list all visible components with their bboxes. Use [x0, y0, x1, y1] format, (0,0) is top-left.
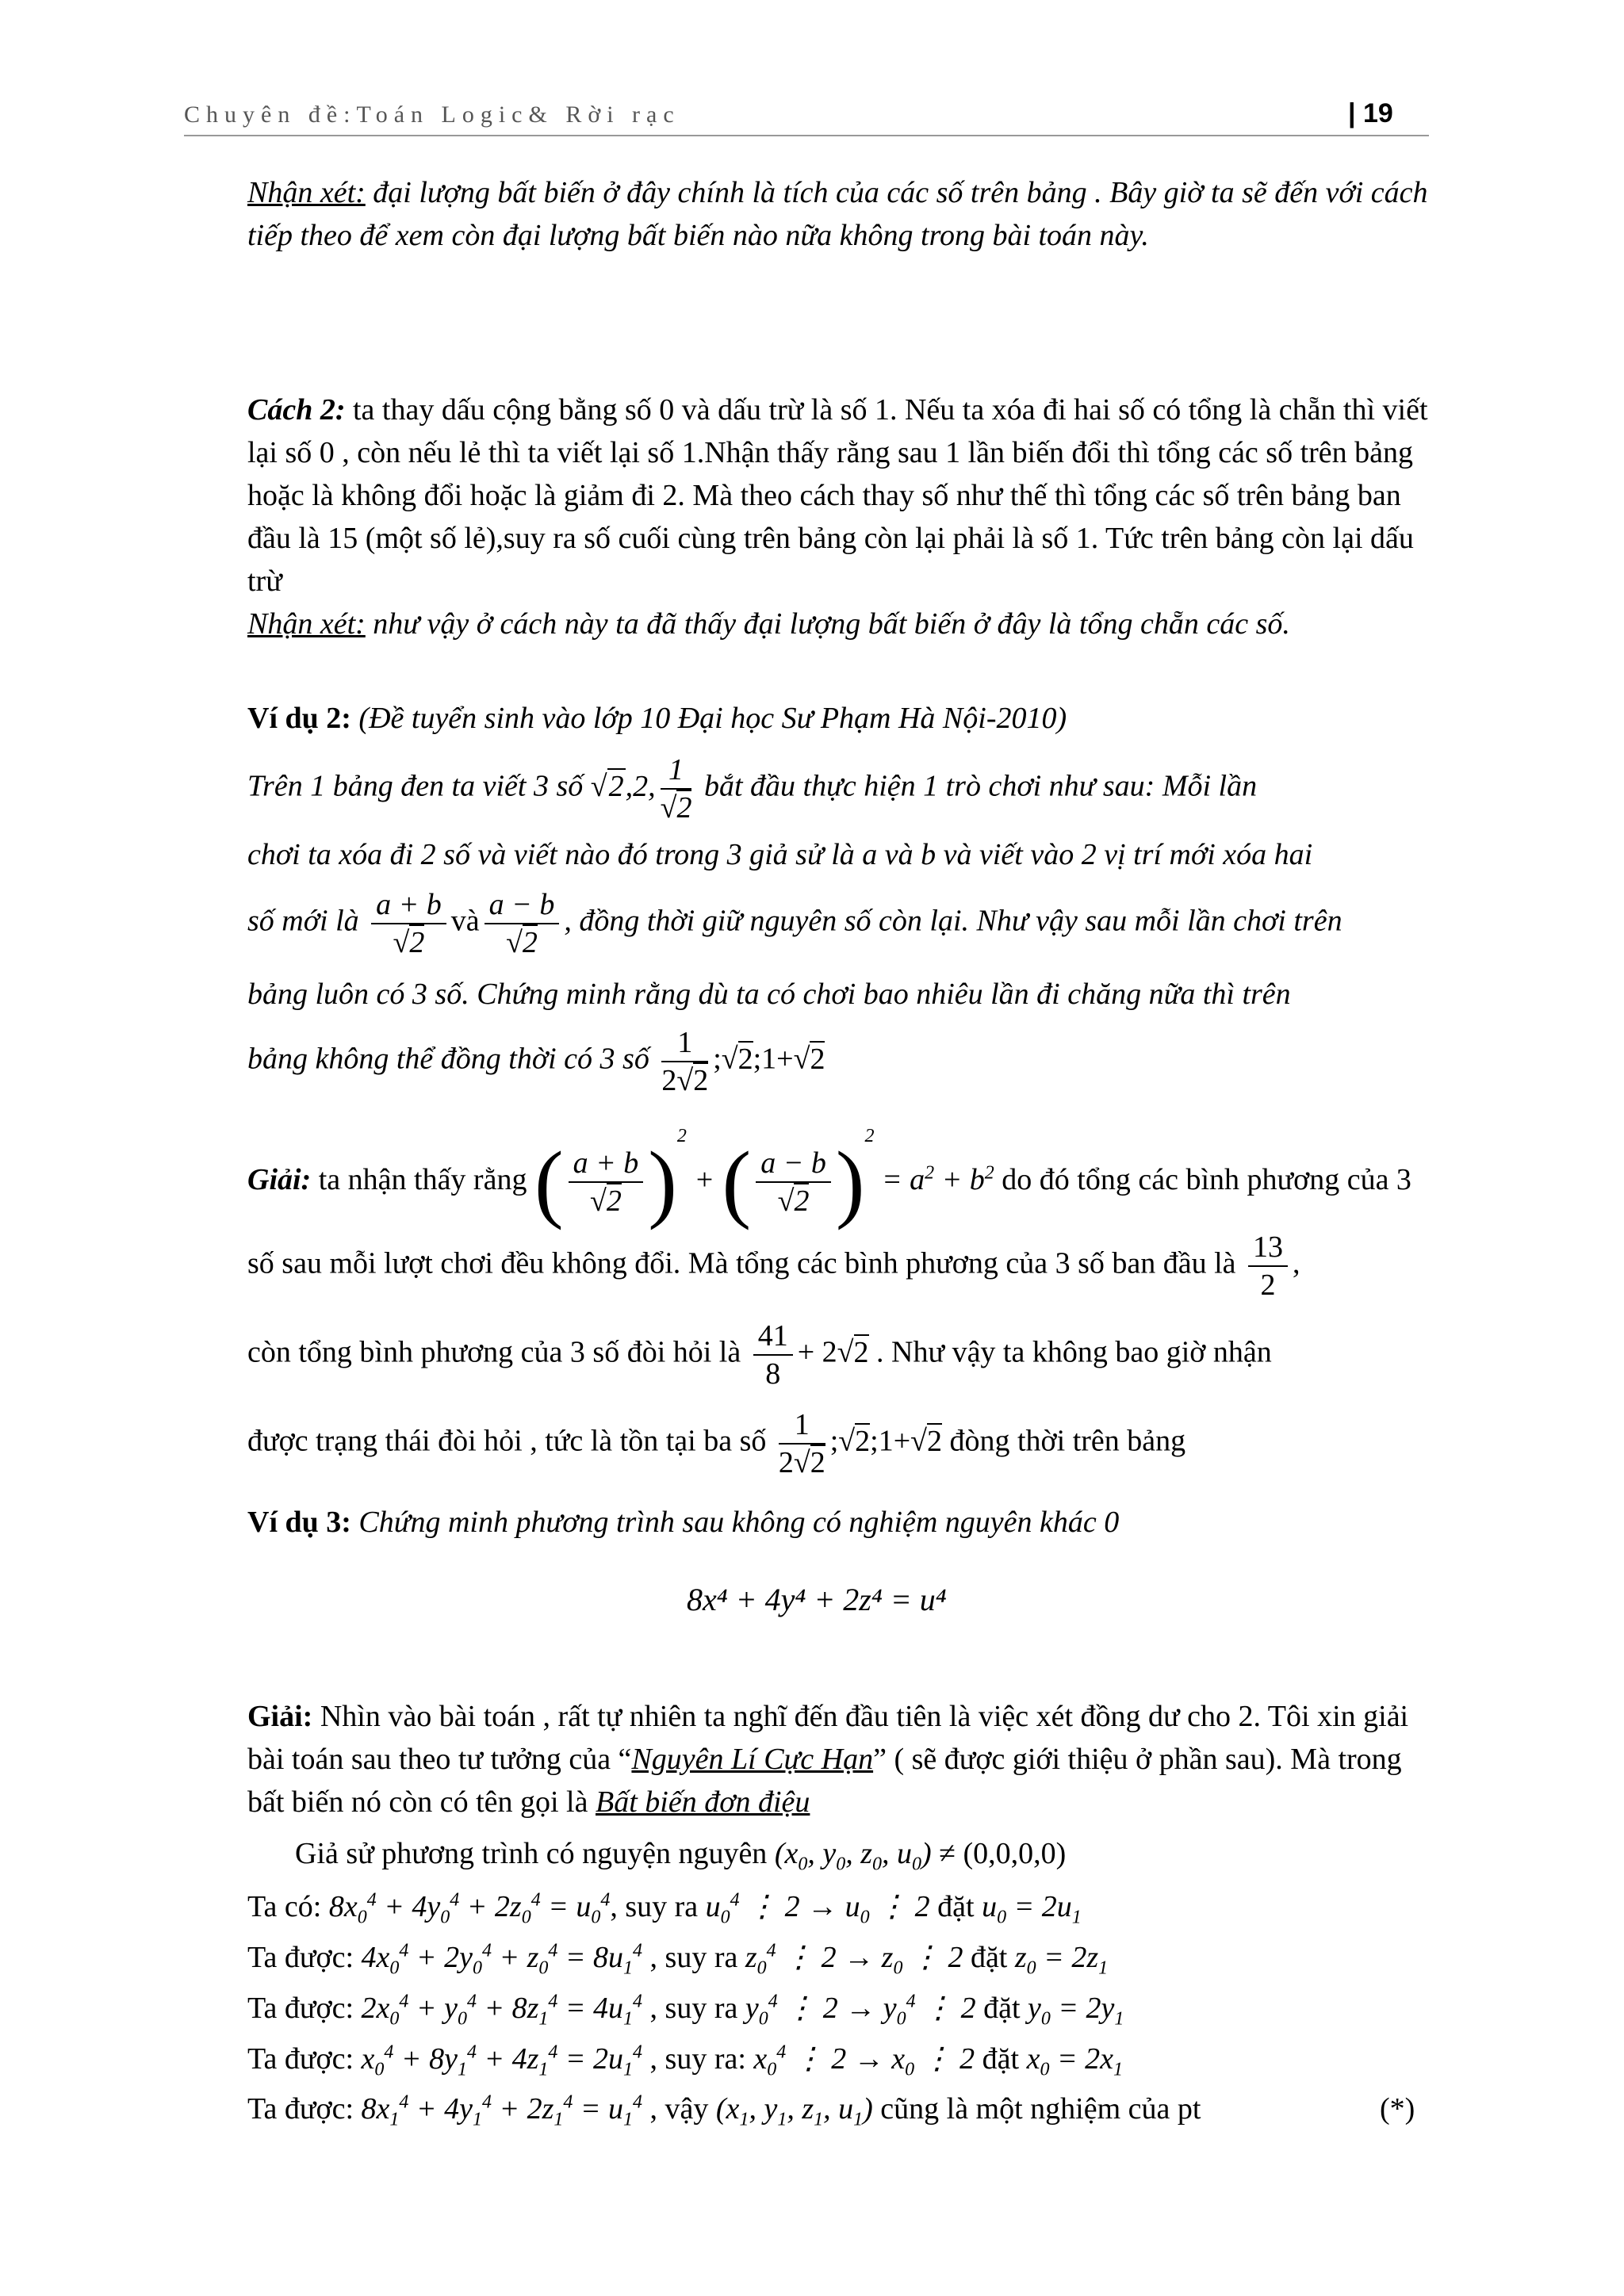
remark-2-text: như vậy ở cách này ta đã thấy đại lượng bất biến ở đây là tổng chẵn các số.	[365, 607, 1290, 641]
method-2-label: Cách 2:	[247, 393, 346, 427]
extremal-principle-link[interactable]: Nguyên Lí Cực Hạn	[631, 1743, 874, 1776]
step-3: Ta được: $2x_0^4 + y_0^4 + 8z_1^4 = 4u_1^4$ , suy ra $y_0^4$ ⋮ $2 \to y_0^4$ ⋮ 2 đặt $y_0 = 2y_1$	[247, 1991, 1124, 2030]
text: đặt	[963, 1941, 1015, 1974]
remark-2-label: Nhận xét:	[247, 607, 366, 641]
method-2-paragraph	[247, 388, 1429, 645]
fraction-41-over-8: $\frac{41}{8}$	[753, 1318, 793, 1392]
fraction-a-minus-b: $\frac{a - b}{√2}$	[485, 886, 560, 961]
text: , suy ra	[642, 1941, 745, 1974]
text: , suy ra:	[642, 2042, 754, 2076]
running-header: Chuyên đề:Toán Logic& Rời rạc	[184, 101, 680, 128]
text: ” ( sẽ được giới thiệu ở phần sau). Mà trong bất biến nó còn có tên gọi là	[247, 1743, 1402, 1819]
fraction-1-over-sqrt2: $\frac{1}{√2}$	[660, 753, 692, 825]
text: , vậy	[642, 2092, 716, 2126]
example-2-line-2: chơi ta xóa đi 2 số và viết nào đó trong 3 giả sử là a và b và viết vào 2 vị trí mới xóa hai	[247, 838, 1313, 871]
text: đặt	[929, 1890, 982, 1923]
fraction-13-over-2: $\frac{13}{2}$	[1248, 1229, 1288, 1303]
text: và	[450, 904, 480, 938]
page-number: | 19	[1348, 98, 1393, 128]
solution-2-line-4: được trạng thái đòi hỏi , tức là tồn tại ba số $\frac{1}{2√2}$ ;√2;1+√2 đòng thời trên bảng	[247, 1408, 1186, 1479]
example-2-line-5: bảng không thể đồng thời có 3 số $\frac{1}{2√2}$ ;√2;1+√2	[247, 1026, 825, 1097]
example-2-source: (Đề tuyển sinh vào lớp 10 Đại học Sư Phạm Hà Nội-2010)	[350, 702, 1067, 735]
text: , suy ra	[610, 1890, 706, 1923]
text: bảng không thể đồng thời có 3 số	[247, 1042, 657, 1076]
text: . Như vậy ta không bao giờ nhận	[876, 1335, 1272, 1369]
remark-text: đại lượng bất biến ở đây chính là tích của các số trên bảng . Bây giờ ta sẽ đến với cách tiếp theo để xem còn đại lượng bất biến nào nữa không trong bài toán này.	[247, 176, 1428, 252]
equation-tag: (*)	[1380, 2092, 1415, 2126]
solution-2-line-2: số sau mỗi lượt chơi đều không đổi. Mà tổng các bình phương của 3 số ban đầu là $\frac{13}{2}$ ,	[247, 1230, 1300, 1302]
text: do đó tổng các bình phương của 3	[994, 1163, 1411, 1196]
text: Ta có:	[247, 1890, 329, 1923]
sqrt-2-expr: √2,2,	[590, 769, 656, 803]
example-3-label: Ví dụ 3:	[247, 1506, 351, 1539]
text: số mới là	[247, 904, 367, 938]
text: còn tổng bình phương của 3 số đòi hỏi là	[247, 1335, 749, 1369]
example-2-line-1	[247, 752, 1257, 826]
text: Ta được:	[247, 2042, 362, 2076]
text: Trên 1 bảng đen ta viết 3 số	[247, 769, 591, 803]
step-2: Ta được: $4x_0^4 + 2y_0^4 + z_0^4 = 8u_1^4$ , suy ra $z_0^4$ ⋮ $2 \to z_0$ ⋮ 2 đặt $z_0 = 2z_1$	[247, 1940, 1109, 1979]
fraction-a-plus-b: $\frac{a + b}{√2}$	[371, 886, 446, 961]
text: bắt đầu thực hiện 1 trò chơi như sau: Mỗi lần	[696, 769, 1258, 803]
solution-2-line-1	[247, 1126, 1411, 1233]
text: cũng là một nghiệm của pt	[872, 2092, 1201, 2126]
text: Ta được:	[247, 1941, 362, 1974]
text: Ta được:	[247, 1992, 362, 2025]
step-4: Ta được: $x_0^4 + 8y_1^4 + 4z_1^4 = 2u_1^4$ , suy ra: $x_0^4$ ⋮ $2 \to x_0$ ⋮ 2 đặt $x_0 = 2x_1$	[247, 2042, 1123, 2080]
example-3-text: Chứng minh phương trình sau không có nghiệm nguyên khác 0	[350, 1506, 1120, 1539]
step-5: Ta được: $8x_1^4 + 4y_1^4 + 2z_1^4 = u_1^4$ , vậy ($x_1$, $y_1$, $z_1$, $u_1$) cũng là một nghiệm của pt	[247, 2091, 1201, 2130]
remark-1	[247, 171, 1429, 257]
text: Nhìn vào bài toán , rất tự nhiên ta nghĩ đến đầu tiên là việc xét đồng dư cho 2. Tôi xin giải bài toán sau theo tư tưởng của “	[247, 1700, 1409, 1776]
text: đặt	[975, 1992, 1028, 2025]
identity-expression: ( $\frac{a + b}{√2}$ )$^2$ + ( $\frac{a - b}{√2}$ )$^2 = a^2 + b^2$	[534, 1126, 994, 1230]
remark-label: Nhận xét:	[247, 176, 366, 209]
example-2-label: Ví dụ 2:	[247, 702, 351, 735]
fraction-1-over-2sqrt2-b: $\frac{1}{2√2}$	[778, 1408, 825, 1479]
text: , đồng thời giữ nguyên số còn lại. Như vậy sau mỗi lần chơi trên	[564, 904, 1342, 938]
text: , suy ra	[642, 1992, 745, 2025]
text: số sau mỗi lượt chơi đều không đổi. Mà tổng các bình phương của 3 số ban đầu là	[247, 1246, 1244, 1280]
example-2-line-3	[247, 886, 1342, 961]
example-2-heading	[247, 701, 1067, 736]
example-3-heading	[247, 1505, 1119, 1540]
example-2-line-4: bảng luôn có 3 số. Chứng minh rằng dù ta có chơi bao nhiêu lần đi chăng nữa thì trên	[247, 978, 1291, 1011]
header-divider	[184, 135, 1429, 136]
text: ta nhận thấy rằng	[311, 1163, 534, 1196]
solution-3-label: Giải:	[247, 1700, 313, 1733]
method-2-text: ta thay dấu cộng bằng số 0 và dấu trừ là số 1. Nếu ta xóa đi hai số có tổng là chẵn thì viết lại số 0 , còn nếu lẻ thì ta viết lại số 1.Nhận thấy rằng sau 1 lần biến đổi thì tổng các số trên bảng hoặc là không đổi hoặc là giảm đi 2. Mà theo cách thay số như thế thì tổng các số trên bảng ban đầu là 15 (một số lẻ),suy ra số cuối cùng trên bảng còn lại phải là số 1. Tức trên bảng còn lại dấu trừ	[247, 393, 1428, 598]
step-1: Ta có: $8x_0^4 + 4y_0^4 + 2z_0^4 = u_0^4$, suy ra $u_0^4$ ⋮ $2 \to u_0$ ⋮ 2 đặt $u_0 = 2u_1$	[247, 1889, 1082, 1928]
fraction-1-over-2sqrt2: $\frac{1}{2√2}$	[661, 1026, 709, 1097]
solution-2-line-3: còn tổng bình phương của 3 số đòi hỏi là $\frac{41}{8}$ + 2√2 . Như vậy ta không bao giờ nhận	[247, 1319, 1272, 1391]
solution-label: Giải:	[247, 1163, 312, 1196]
assumption-line: Giả sử phương trình có nguyện nguyên ($x_0$, $y_0$, $z_0$, $u_0) \ne (0,0,0,0)$	[295, 1837, 1067, 1875]
solution-3-paragraph	[247, 1695, 1429, 1823]
main-equation: 8x⁴ + 4y⁴ + 2z⁴ = u⁴	[687, 1582, 947, 1617]
text: đòng thời trên bảng	[942, 1424, 1186, 1458]
text: đặt	[975, 2042, 1027, 2076]
text: Giả sử phương trình có nguyện nguyên	[295, 1837, 775, 1870]
monotone-invariant-link[interactable]: Bất biến đơn điệu	[596, 1785, 810, 1819]
text: được trạng thái đòi hỏi , tức là tồn tại ba số	[247, 1424, 774, 1458]
text: Ta được:	[247, 2092, 362, 2126]
